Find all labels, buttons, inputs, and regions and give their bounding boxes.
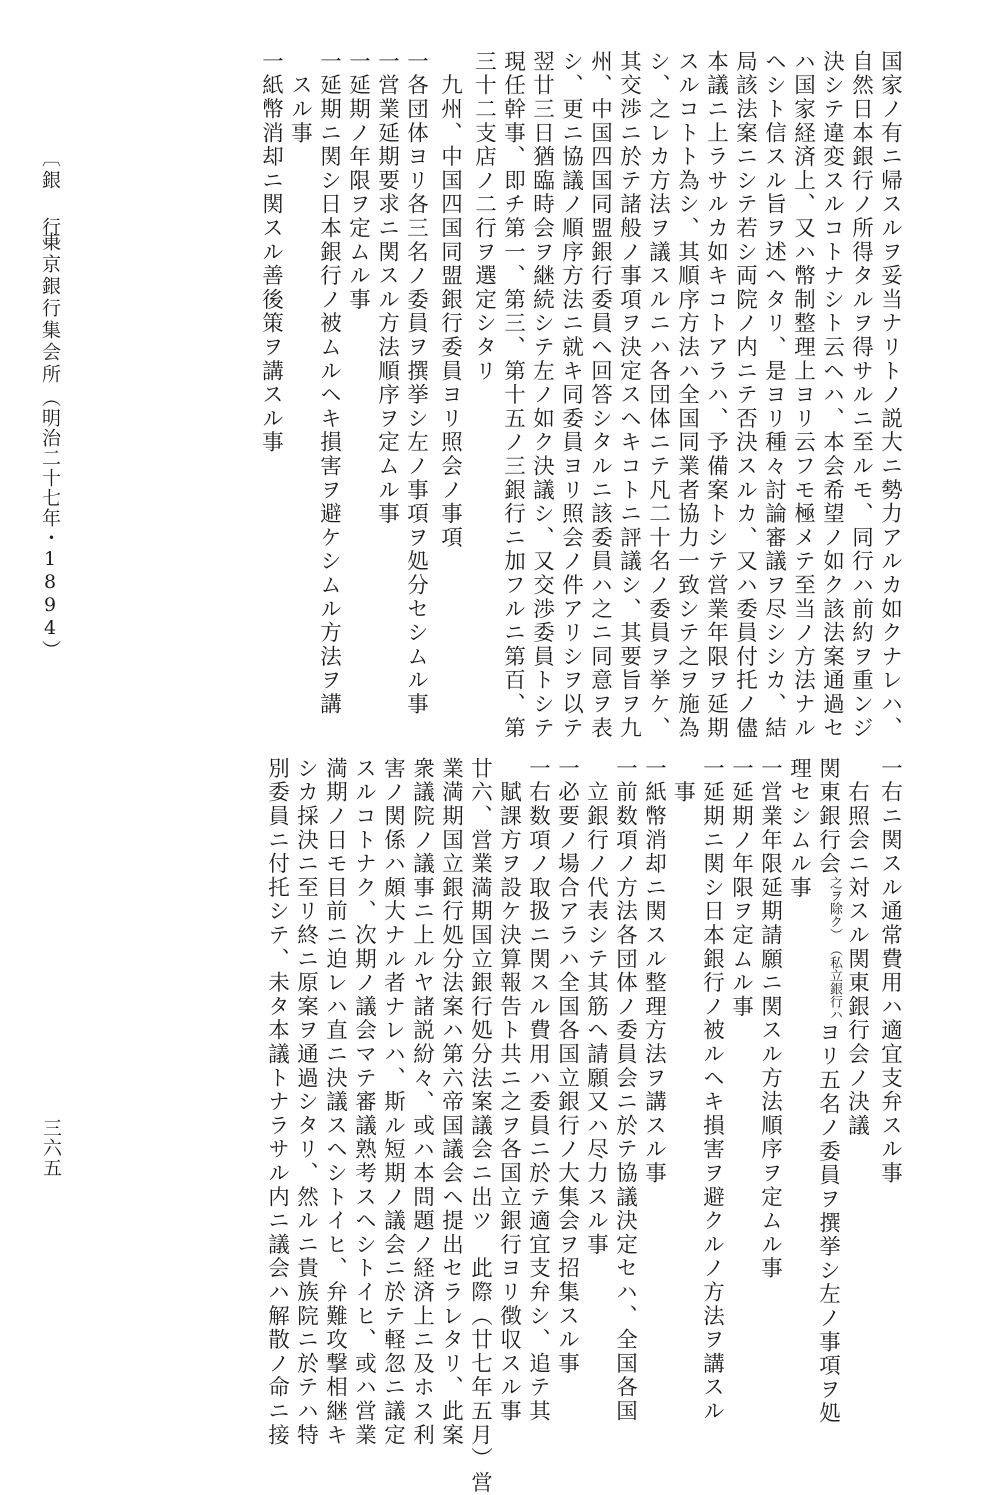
lower-column: 立銀行ノ代表シテ其筋ヘ請願又ハ尽力スル事 <box>583 757 609 1257</box>
upper-column: 九州、中国四国同盟銀行委員ヨリ照会ノ事項 <box>437 50 463 550</box>
lower-column: 一必要ノ場合アラハ全国各国立銀行ノ大集会ヲ招集スル事 <box>554 757 580 1376</box>
lower-column: スルコトナク、次期ノ議会マテ審議熟考スヘシトイヒ、或ハ営業 <box>351 757 377 1448</box>
lower-column: 一延期ニ関シ日本銀行ノ被ルヘキ損害ヲ避クルノ方法ヲ講スル <box>699 757 725 1424</box>
upper-column: 国家ノ有ニ帰スルヲ妥当ナリトノ説大ニ勢力アルカ如クナレハ、 <box>877 50 903 741</box>
lower-column: 賦課方ヲ設ケ決算報告ト共ニ之ヲ各国立銀行ヨリ徴収スル事 <box>496 757 522 1424</box>
inline-note-line: （私立銀行ハ <box>826 943 842 1021</box>
upper-column: 州、中国四国同盟銀行委員ヘ回答シタルニ該委員ハ之ニ同意ヲ表 <box>587 50 613 741</box>
upper-column: ハ国家経済上、又ハ幣制整理上ヨリ云フモ極メテ至当ノ方法ナル <box>790 50 816 741</box>
lower-column: 一延期ノ年限ヲ定ムル事 <box>728 757 754 1019</box>
lower-column: 右照会ニ対スル関東銀行会ノ決議 <box>844 757 870 1138</box>
upper-column: 一紙幣消却ニ関スル善後策ヲ講スル事 <box>258 50 284 455</box>
upper-column: スルコトト為シ、其順序方法ハ全国同業者協力一致シテ之ヲ施為 <box>674 50 700 741</box>
page-number: 三六五 <box>40 1118 62 1178</box>
column-text: 関東銀行会 <box>815 757 841 876</box>
upper-column: スル事 <box>287 50 313 146</box>
lower-column: 業満期国立銀行処分法案ハ第六帝国議会ヘ提出セラレタリ、此案 <box>438 757 464 1448</box>
upper-column: 局該法案ニシテ若シ両院ノ内ニテ否決スルカ、又ハ委員付托ノ儘 <box>732 50 758 741</box>
upper-column: シ、更ニ協議ノ順序方法ニ就キ同委員ヨリ照会ノ件アリシヲ以テ <box>558 50 584 741</box>
lower-column: シカ採決ニ至リ終ニ原案ヲ通過シタリ、然ルニ貴族院ニ於テハ特 <box>293 757 319 1448</box>
lower-column <box>817 757 841 1426</box>
lower-column: 一右ニ関スル通常費用ハ適宜支弁スル事 <box>877 757 903 1186</box>
lower-column: 一前数項ノ方法各団体ノ委員会ニ於テ協議決定セハ、全国各国 <box>612 757 638 1424</box>
inline-note-line: 之ヲ除ク） <box>826 876 842 941</box>
lower-column: 理セシムル事 <box>786 757 812 900</box>
upper-column: 一延期ノ年限ヲ定ムル事 <box>345 50 371 312</box>
upper-column: 翌廿三日猶臨時会ヲ継続シテ左ノ如ク決議シ、又交渉委員トシテ <box>529 50 555 741</box>
upper-column: 自然日本銀行ノ所得タルヲ得サルニ至ルモ、同行ハ前約ヲ重ンジ <box>848 50 874 741</box>
upper-column: 一各団体ヨリ各三名ノ委員ヲ撰挙シ左ノ事項ヲ処分セシムル事 <box>403 50 429 717</box>
upper-column: 本議ニ上ラサルカ如キコトアラハ、予備案トシテ営業年限ヲ延期 <box>703 50 729 741</box>
lower-column: 事 <box>670 757 696 805</box>
lower-column: 一右数項ノ取扱ニ関スル費用ハ委員ニ於テ適宜支弁シ、追テ其 <box>525 757 551 1424</box>
inline-note <box>826 876 841 1021</box>
upper-column: 一営業延期要求ニ関スル方法順序ヲ定ムル事 <box>374 50 400 526</box>
column-text: ヨリ五名ノ委員ヲ撰挙シ左ノ事項ヲ処 <box>815 1021 841 1426</box>
lower-column: 衆議院ノ議事ニ上ルヤ諸説紛々、或ハ本問題ノ経済上ニ及ホス利 <box>409 757 435 1448</box>
upper-column: ヘシト信スル旨ヲ述ヘタリ、是ヨリ種々討論審議ヲ尽シシカ、結 <box>761 50 787 741</box>
upper-column: 現任幹事、即チ第一、第三、第十五ノ三銀行ニ加フルニ第百、第 <box>500 50 526 741</box>
lower-column: 一営業年限延期請願ニ関スル方法順序ヲ定ムル事 <box>757 757 783 1281</box>
lower-column: 害ノ関係ハ頗大ナル者ナレハ、斯ル短期ノ議会ニ於テ軽忽ニ議定 <box>380 757 406 1448</box>
lower-column: 別委員ニ付托シテ、未タ本議トナラサル内ニ議会ハ解散ノ命ニ接 <box>264 757 290 1448</box>
upper-column: 其交渉ニ於テ諸般ノ事項ヲ決定スヘキコトニ評議シ、其要旨ヲ九 <box>616 50 642 741</box>
upper-column: 一延期ニ関シ日本銀行ノ被ムルヘキ損害ヲ避ケシムル方法ヲ講 <box>316 50 342 717</box>
lower-column: 満期ノ日モ目前ニ迫レハ直ニ決議スヘシトイヒ、弁難攻撃相継キ <box>322 757 348 1448</box>
upper-column: シ、之レカ方法ヲ議スルニハ各団体ニテ凡二十名ノ委員ヲ挙ケ、 <box>645 50 671 741</box>
source-publisher: 東京銀行集会所 <box>39 232 61 386</box>
upper-column: 三十二支店ノ二行ヲ選定シタリ <box>471 50 497 384</box>
upper-column: 決シテ違変スルコトナシト云ヘハ、本会希望ノ如ク該法案通過セ <box>819 50 845 741</box>
source-category: 〔銀 行〕 <box>39 148 61 261</box>
source-date: （明治二十七年・1894） <box>39 388 61 660</box>
lower-column: 廿六、営業満期国立銀行処分法案議会ニ出ツ 此際（廿七年五月）営 <box>467 757 493 1495</box>
lower-column: 一紙幣消却ニ関スル整理方法ヲ講スル事 <box>641 757 667 1186</box>
